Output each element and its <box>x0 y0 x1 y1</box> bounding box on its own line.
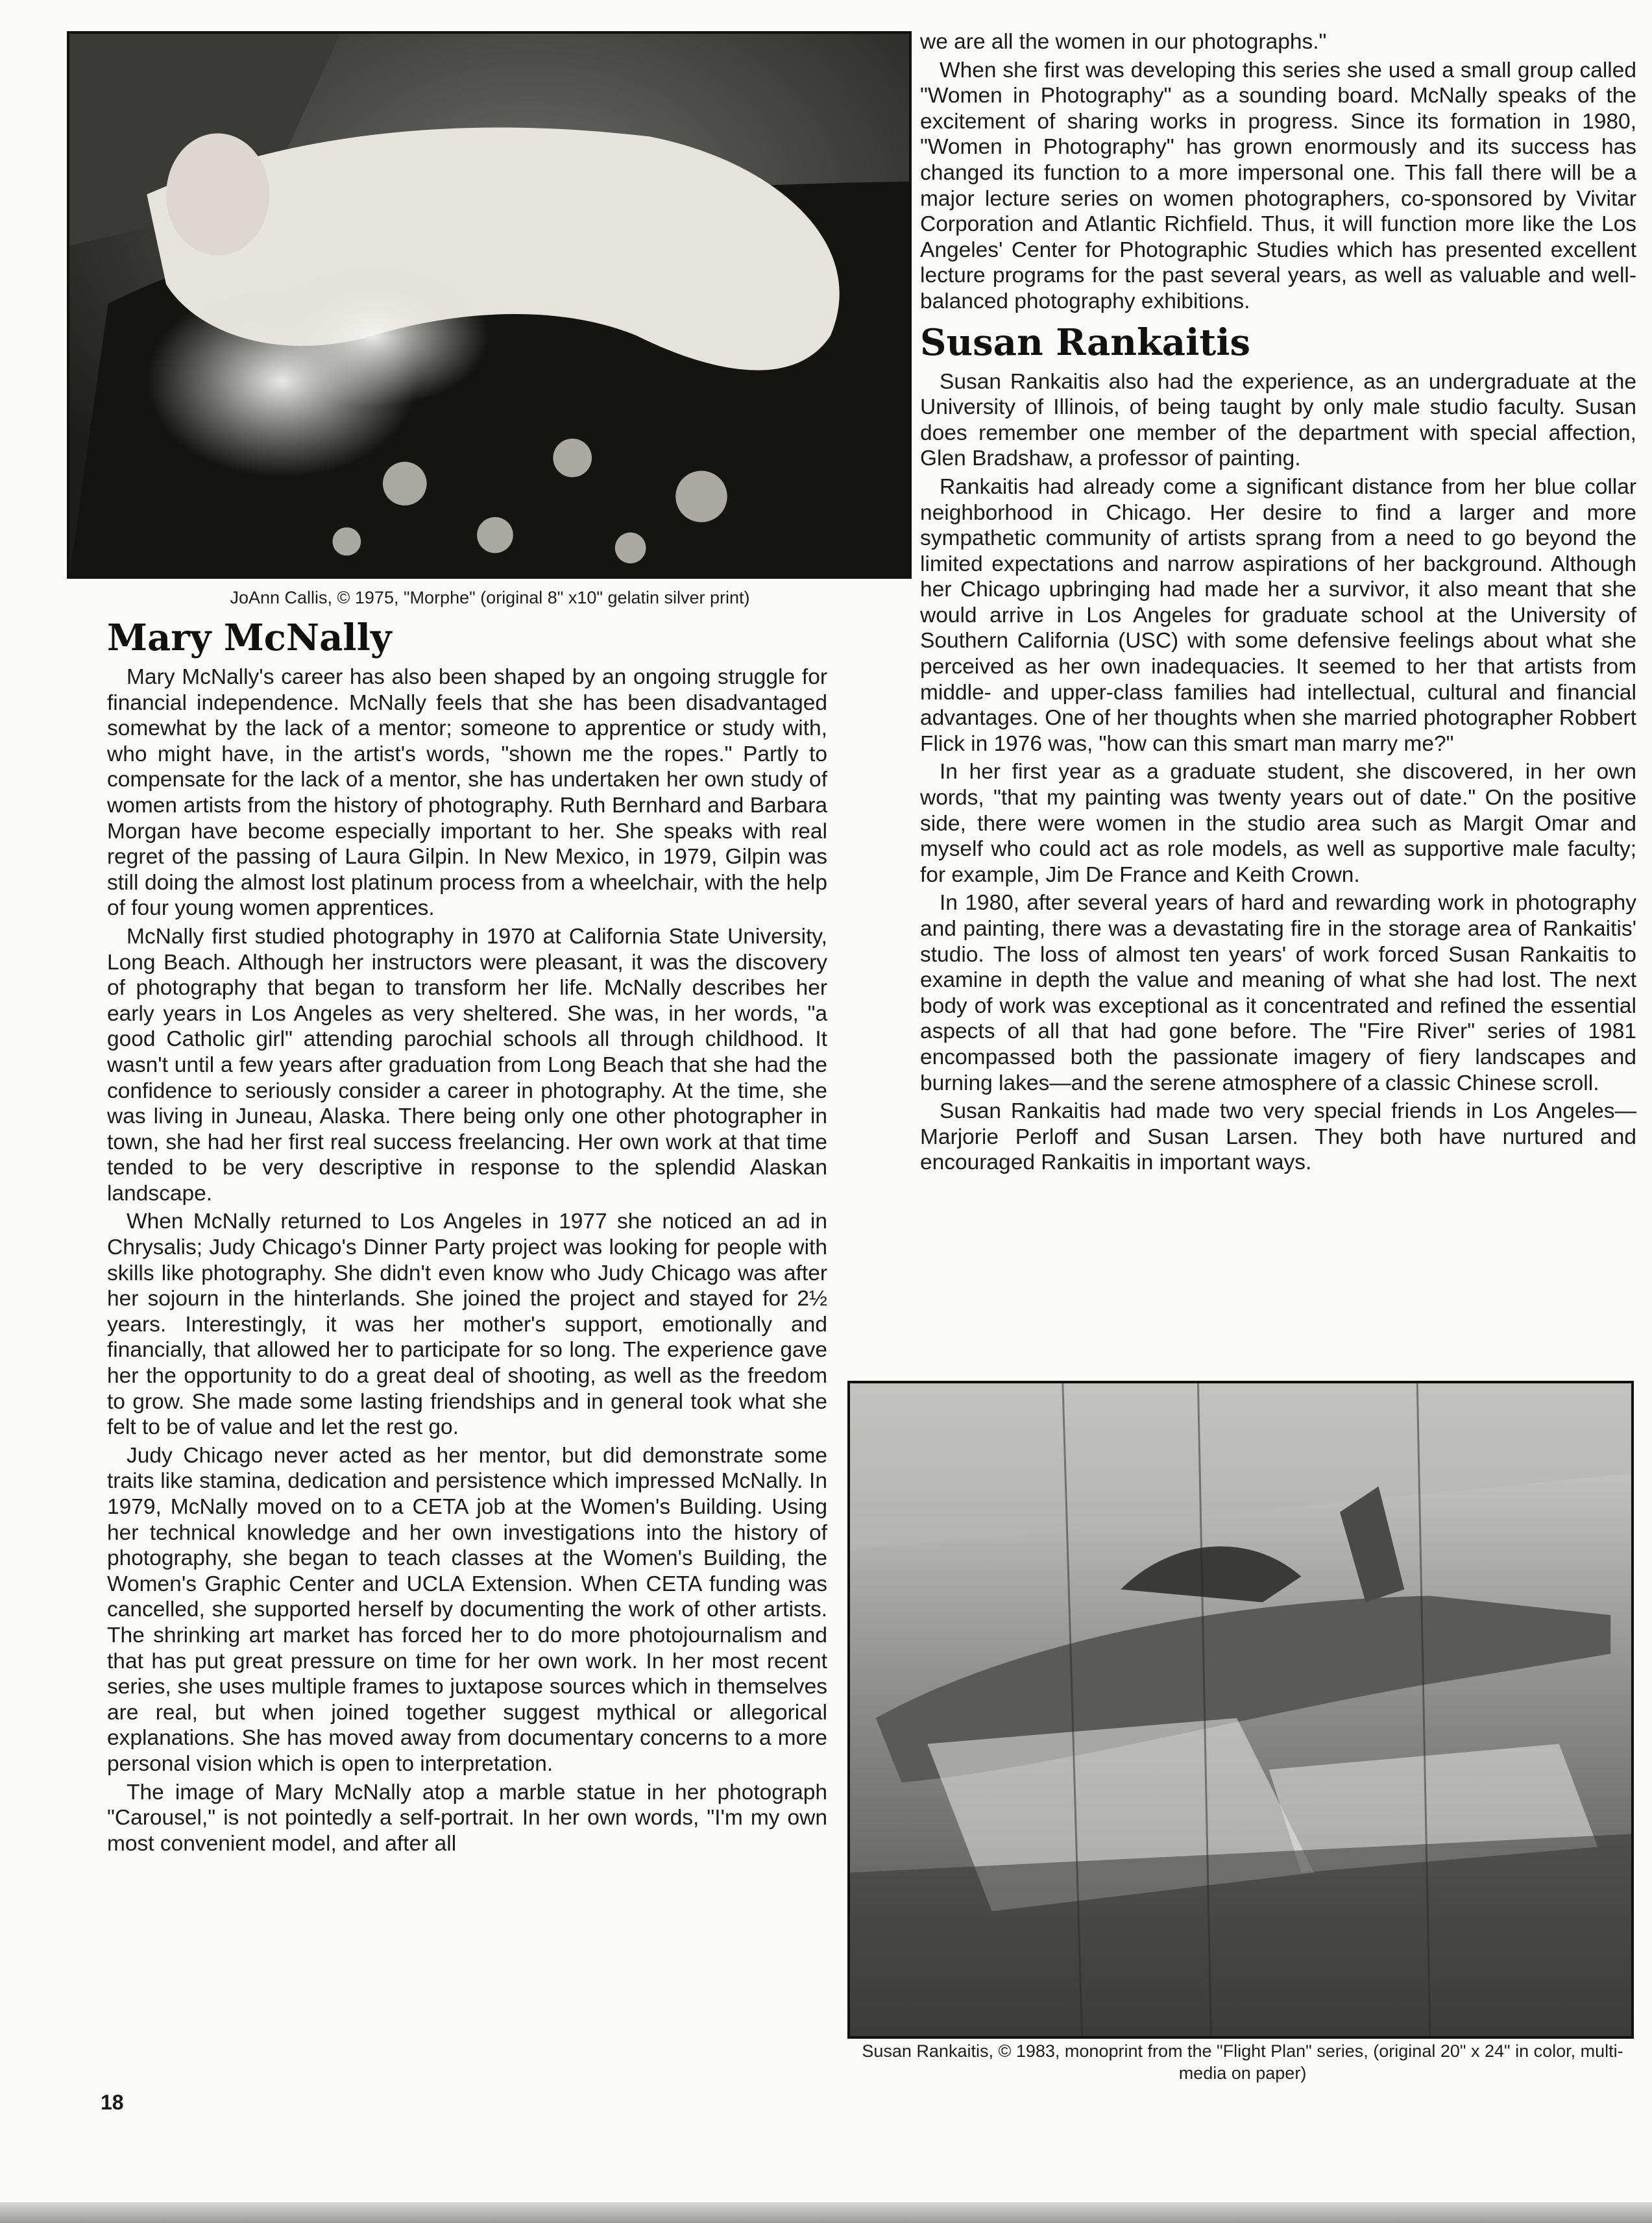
heading-susan-rankaitis: Susan Rankaitis <box>920 321 1251 364</box>
photo-morphe-caption: JoAnn Callis, © 1975, "Morphe" (original 8" x10" gelatin silver print) <box>230 588 750 607</box>
flight-plan-image <box>850 1383 1631 2036</box>
mcnally-paragraph-2: McNally first studied photography in 1970 at California State University, Long Beach. Although her instructors were pleasant, it was the discovery of photography that began to transform her life. McNally describes her early years in Los Angeles as very sheltered. She was, in her words, "a good Catholic girl" attending parochial schools all through childhood. It wasn't until a few years after graduation from Long Beach that she had the confidence to seriously consider a career in photography. At the time, she was living in Juneau, Alaska. There being only one other photographer in town, she had her first real success freelancing. Her own work at that time tended to be very descriptive in response to the splendid Alaskan landscape. <box>107 924 827 1206</box>
mcnally-paragraph-3: When McNally returned to Los Angeles in 1977 she noticed an ad in Chrysalis; Judy Chicago's Dinner Party project was looking for people with skills like photography. She didn't even know who Judy Chicago was after her sojourn in the hinterlands. She joined the project and stayed for 2½ years. Interestingly, it was her mother's support, emotionally and financially, that allowed her to participate for so long. The experience gave her the opportunity to do a great deal of shooting, as well as the freedom to grow. She made some lasting friendships and in general took what she felt to be of value and let the rest go. <box>107 1209 827 1440</box>
rankaitis-paragraph-2: Rankaitis had already come a significant distance from her blue collar neighborhood in Chicago. Her desire to find a larger and more sympathetic community of artists sprang from a need to go beyond the limited expectations and narrow aspirations of her background. Although her Chicago upbringing had made her a survivor, it also meant that she would arrive in Los Angeles for graduate school at the University of Southern California (USC) with some defensive feelings about what she perceived as her own inadequacies. It seemed to her that artists from middle- and upper-class families had intellectual, cultural and financial advantages. One of her thoughts when she married photographer Robbert Flick in 1976 was, "how can this smart man marry me?" <box>920 474 1636 756</box>
women-in-photography-paragraph: When she first was developing this series she used a small group called "Women in Photography" as a sounding board. McNally speaks of the excitement of sharing works in progress. Since its formation in 1980, "Women in Photography" has grown enormously and its success has changed its function to a more impersonal one. This fall there will be a major lecture series on women photographers, co-sponsored by Vivitar Corporation and Atlantic Richfield. Thus, it will function more like the Los Angeles' Center for Photographic Studies which has presented excellent lecture programs for the past several years, as well as valuable and well-balanced photography exhibitions. <box>920 58 1636 313</box>
mcnally-paragraph-5: The image of Mary McNally atop a marble statue in her photograph "Carousel," is not pointedly a self-portrait. In her own words, "I'm my own most convenient model, and after all <box>107 1780 827 1856</box>
mcnally-paragraph-4: Judy Chicago never acted as her mentor, but did demonstrate some traits like stamina, dedication and persistence which impressed McNally. In 1979, McNally moved on to a CETA job at the Women's Building. Using her technical knowledge and her own investigations into the history of photography, she began to teach classes at the Women's Building, the Women's Graphic Center and UCLA Extension. When CETA funding was cancelled, she supported herself by documenting the work of other artists. The shrinking art market has forced her to do more photojournalism and that has put great pressure on time for her own work. In her most recent series, she uses multiple frames to juxtapose sources which in themselves are real, but when joined together suggest mythical or allegorical explanations. She has moved away from documentary concerns to a more personal vision which is open to interpretation. <box>107 1443 827 1776</box>
photo-morphe <box>67 31 912 579</box>
left-column <box>107 616 827 1856</box>
right-column <box>920 29 1636 1176</box>
continued-text: we are all the women in our photographs." <box>920 30 1327 54</box>
rankaitis-paragraph-1: Susan Rankaitis also had the experience, as an undergraduate at the University of Illinois, of being taught by only male studio faculty. Susan does remember one member of the department with special affection, Glen Bradshaw, a professor of painting. <box>920 369 1636 471</box>
heading-mary-mcnally: Mary McNally <box>107 616 392 659</box>
morphe-image <box>69 34 909 576</box>
page-number: 18 <box>101 2091 124 2114</box>
photo-flight-plan-caption: Susan Rankaitis, © 1983, monoprint from the "Flight Plan" series, (original 20" x 24" in color, multi-media on paper) <box>862 2041 1623 2083</box>
photo-flight-plan <box>847 1381 1634 2039</box>
rankaitis-paragraph-3: In her first year as a graduate student, she discovered, in her own words, "that my painting was twenty years out of date." On the positive side, there were women in the studio area such as Margit Omar and myself who could act as role models, as well as supportive male faculty; for example, Jim De France and Keith Crown. <box>920 760 1636 887</box>
scan-edge <box>0 2202 1652 2223</box>
mcnally-paragraph-1: Mary McNally's career has also been shaped by an ongoing struggle for financial independence. McNally feels that she has been disadvantaged somewhat by the lack of a mentor; someone to apprentice or study with, who might have, in the artist's words, "shown me the ropes." Partly to compensate for the lack of a mentor, she has undertaken her own study of women artists from the history of photography. Ruth Bernhard and Barbara Morgan have become especially important to her. She speaks with real regret of the passing of Laura Gilpin. In New Mexico, in 1979, Gilpin was still doing the almost lost platinum process from a wheelchair, with the help of four young women apprentices. <box>107 665 827 921</box>
rankaitis-paragraph-5: Susan Rankaitis had made two very special friends in Los Angeles—Marjorie Perloff and Susan Larsen. They both have nurtured and encouraged Rankaitis in important ways. <box>920 1099 1636 1175</box>
rankaitis-paragraph-4: In 1980, after several years of hard and rewarding work in photography and painting, there was a devastating fire in the storage area of Rankaitis' studio. The loss of almost ten years' of work forced Susan Rankaitis to examine in depth the value and meaning of what she had lost. The next body of work was exceptional as it concentrated and refined the essential aspects of all that had gone before. The "Fire River" series of 1981 encompassed both the passionate imagery of fiery landscapes and burning lakes—and the serene atmosphere of a classic Chinese scroll. <box>920 891 1636 1095</box>
